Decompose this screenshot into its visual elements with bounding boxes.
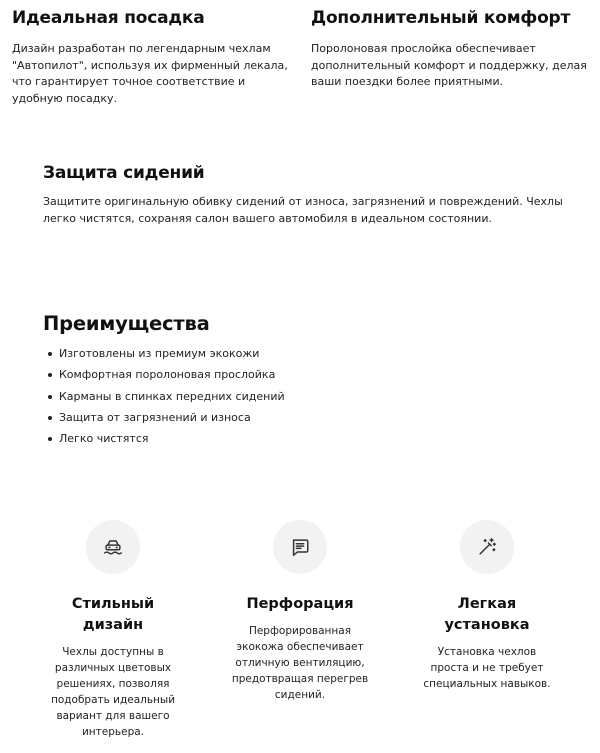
protection-description: Защитите оригинальную обивку сидений от износа, загрязнений и повреждений. Чехлы легко чистятся, сохраняя салон вашего автомобиля в идеальном состоянии. [43,195,563,225]
feature-description: Перфорированная экокожа обеспечивает отличную вентиляцию, предотвращая перегрев сидений. [231,625,369,701]
car-seat-icon [86,520,140,574]
fit-title: Идеальная посадка [12,8,205,28]
feature-description: Установка чехлов проста и не требует специальных навыков. [423,646,551,690]
benefits-list [43,343,285,449]
comfort-description: Поролоновая прослойка обеспечивает дополнительный комфорт и поддержку, делая ваши поездки более приятными. [311,42,587,88]
benefits-title: Преимущества [43,312,210,335]
feature-title: Стильный дизайн [71,596,155,633]
fit-description: Дизайн разработан по легендарным чехлам "Автопилот", используя их фирменный лекала, что гарантирует точное соответствие и удобную посадку. [12,42,288,105]
benefit-item: Защита от загрязнений и износа [43,407,285,428]
feature-description: Чехлы доступны в различных цветовых решениях, позволяя подобрать идеальный вариант для вашего интерьера. [50,646,176,738]
magic-wand-icon [460,520,514,574]
feature-easy-install [402,520,572,692]
benefit-item: Изготовлены из премиум экокожи [43,343,285,364]
protection-title: Защита сидений [43,163,205,183]
comfort-title: Дополнительный комфорт [311,8,571,28]
message-icon [273,520,327,574]
benefit-item: Комфортная поролоновая прослойка [43,364,285,385]
benefit-item: Карманы в спинках передних сидений [43,386,285,407]
benefit-item: Легко чистятся [43,428,285,449]
feature-title: Перфорация [246,596,354,612]
feature-stylish-design [28,520,198,740]
feature-perforation [215,520,385,703]
feature-title: Легкая установка [444,596,530,633]
